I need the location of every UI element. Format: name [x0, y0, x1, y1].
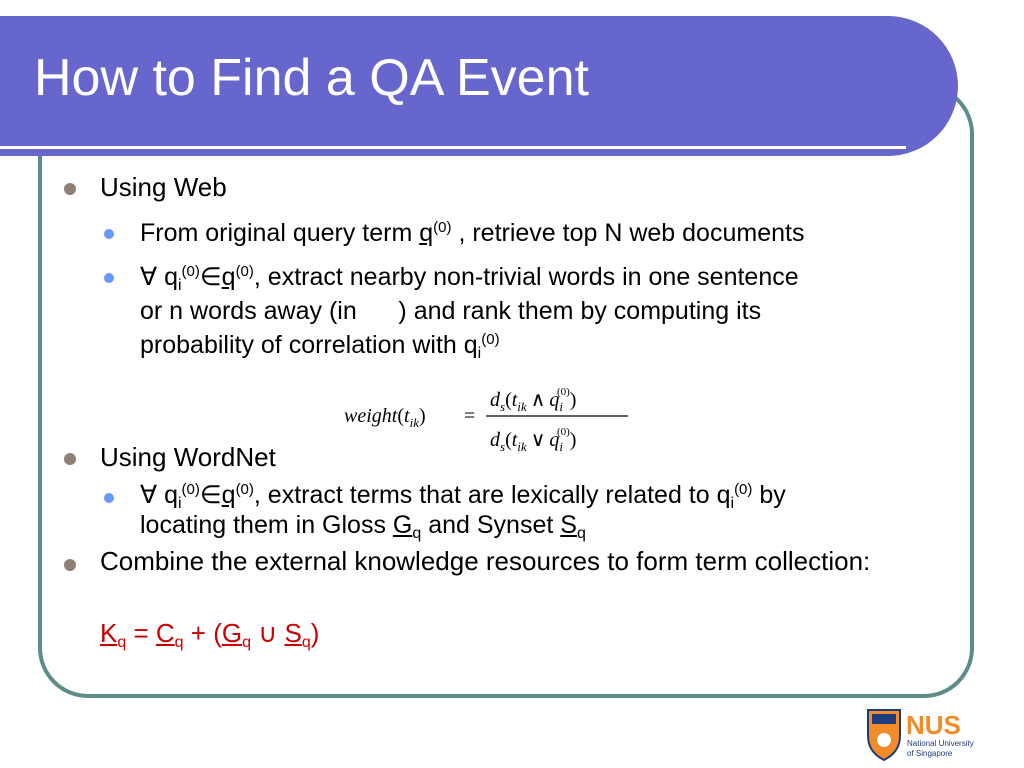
formula-plus: + ( [183, 618, 222, 648]
synset-S: S [560, 511, 577, 539]
qi-symbol: q [164, 263, 178, 291]
formula-S: S [284, 618, 302, 648]
web-extract-line3 [140, 328, 1020, 362]
bullet-web-retrieve [60, 216, 1020, 250]
wordnet-extract-line1 [140, 480, 1020, 510]
logo-subtext-2: of Singapore [907, 749, 953, 758]
formula-close: ) [310, 618, 320, 648]
crest-book-icon [872, 714, 896, 724]
formula-C: C [155, 618, 175, 648]
title-rule [0, 146, 906, 149]
qi-sub: i [730, 495, 735, 512]
q-vector-sup: (0) [235, 263, 254, 280]
web-extract-line1 [140, 260, 1020, 294]
query-vector-q: q [221, 263, 236, 291]
formula-numerator: $d_s(t_{ik}$ ∧ $q_i(0)$) [490, 386, 577, 414]
qi-symbol: q [164, 481, 178, 509]
logo-subtext-1: National University [907, 739, 974, 748]
bullet-using-web-label: Using Web [100, 172, 227, 202]
synset-S-sub: q [576, 525, 586, 542]
web-extract-text1: , extract nearby non-trivial words in one sentence [253, 263, 799, 291]
bullet-wordnet-extract [60, 480, 1020, 540]
formula-G: G [221, 618, 243, 648]
bullet-using-web [60, 170, 980, 204]
element-of-symbol: ∈ [199, 263, 222, 291]
forall-symbol: ∀ [140, 263, 158, 291]
gloss-G-sub: q [412, 525, 422, 542]
formula-denominator: $d_s(t_{ik}$ ∨ $q_i(0)$) [490, 426, 577, 454]
logo-wordmark: NUS [906, 710, 961, 740]
qi-sup: (0) [481, 331, 500, 348]
wordnet-extract-line2 [140, 510, 1020, 540]
qi-sub: i [177, 495, 182, 512]
term-collection-formula [100, 616, 319, 650]
q-vector-sup: (0) [235, 481, 254, 498]
query-sup: (0) [433, 219, 452, 236]
qi-sub: i [177, 277, 182, 294]
web-retrieve-post: , retrieve top N web documents [451, 219, 805, 247]
query-vector-q: q [221, 481, 236, 509]
qi-sup: (0) [734, 481, 753, 498]
slide-title: How to Find a QA Event [34, 49, 589, 107]
formula-G-sub: q [242, 634, 252, 651]
web-extract-line2: or n words away (in ) and rank them by computing its [140, 297, 762, 325]
wordnet-gloss-text: locating them in Gloss [140, 511, 393, 539]
web-extract-text3: probability of correlation with q [140, 331, 478, 359]
wordnet-by: by [752, 481, 786, 509]
element-of-symbol: ∈ [199, 481, 222, 509]
nus-logo [866, 706, 984, 762]
formula-eq: = [126, 618, 156, 648]
crest-lion-icon [877, 733, 891, 747]
qi-sup: (0) [181, 481, 200, 498]
combine-text: Combine the external knowledge resources to form term collection: [100, 546, 871, 576]
qi-sup: (0) [181, 263, 200, 280]
formula-K-sub: q [117, 634, 127, 651]
weight-formula [340, 378, 640, 458]
formula-S-sub: q [301, 634, 311, 651]
formula-union: ∪ [251, 618, 285, 648]
bullet-using-wordnet-label: Using WordNet [100, 442, 276, 472]
formula-C-sub: q [174, 634, 184, 651]
web-retrieve-pre: From original query term [140, 219, 420, 247]
qi-sub: i [477, 345, 482, 362]
bullet-combine [60, 546, 978, 576]
formula-equals: = [464, 405, 476, 427]
bullet-web-extract [60, 260, 1020, 362]
formula-K: K [100, 618, 118, 648]
forall-symbol: ∀ [140, 481, 158, 509]
wordnet-synset-text: and Synset [421, 511, 561, 539]
formula-lhs: $weight(t_{ik})$ [344, 405, 426, 430]
gloss-G: G [392, 511, 413, 539]
wordnet-extract-text: , extract terms that are lexically related to q [253, 481, 731, 509]
query-vector-q: q [419, 219, 434, 247]
